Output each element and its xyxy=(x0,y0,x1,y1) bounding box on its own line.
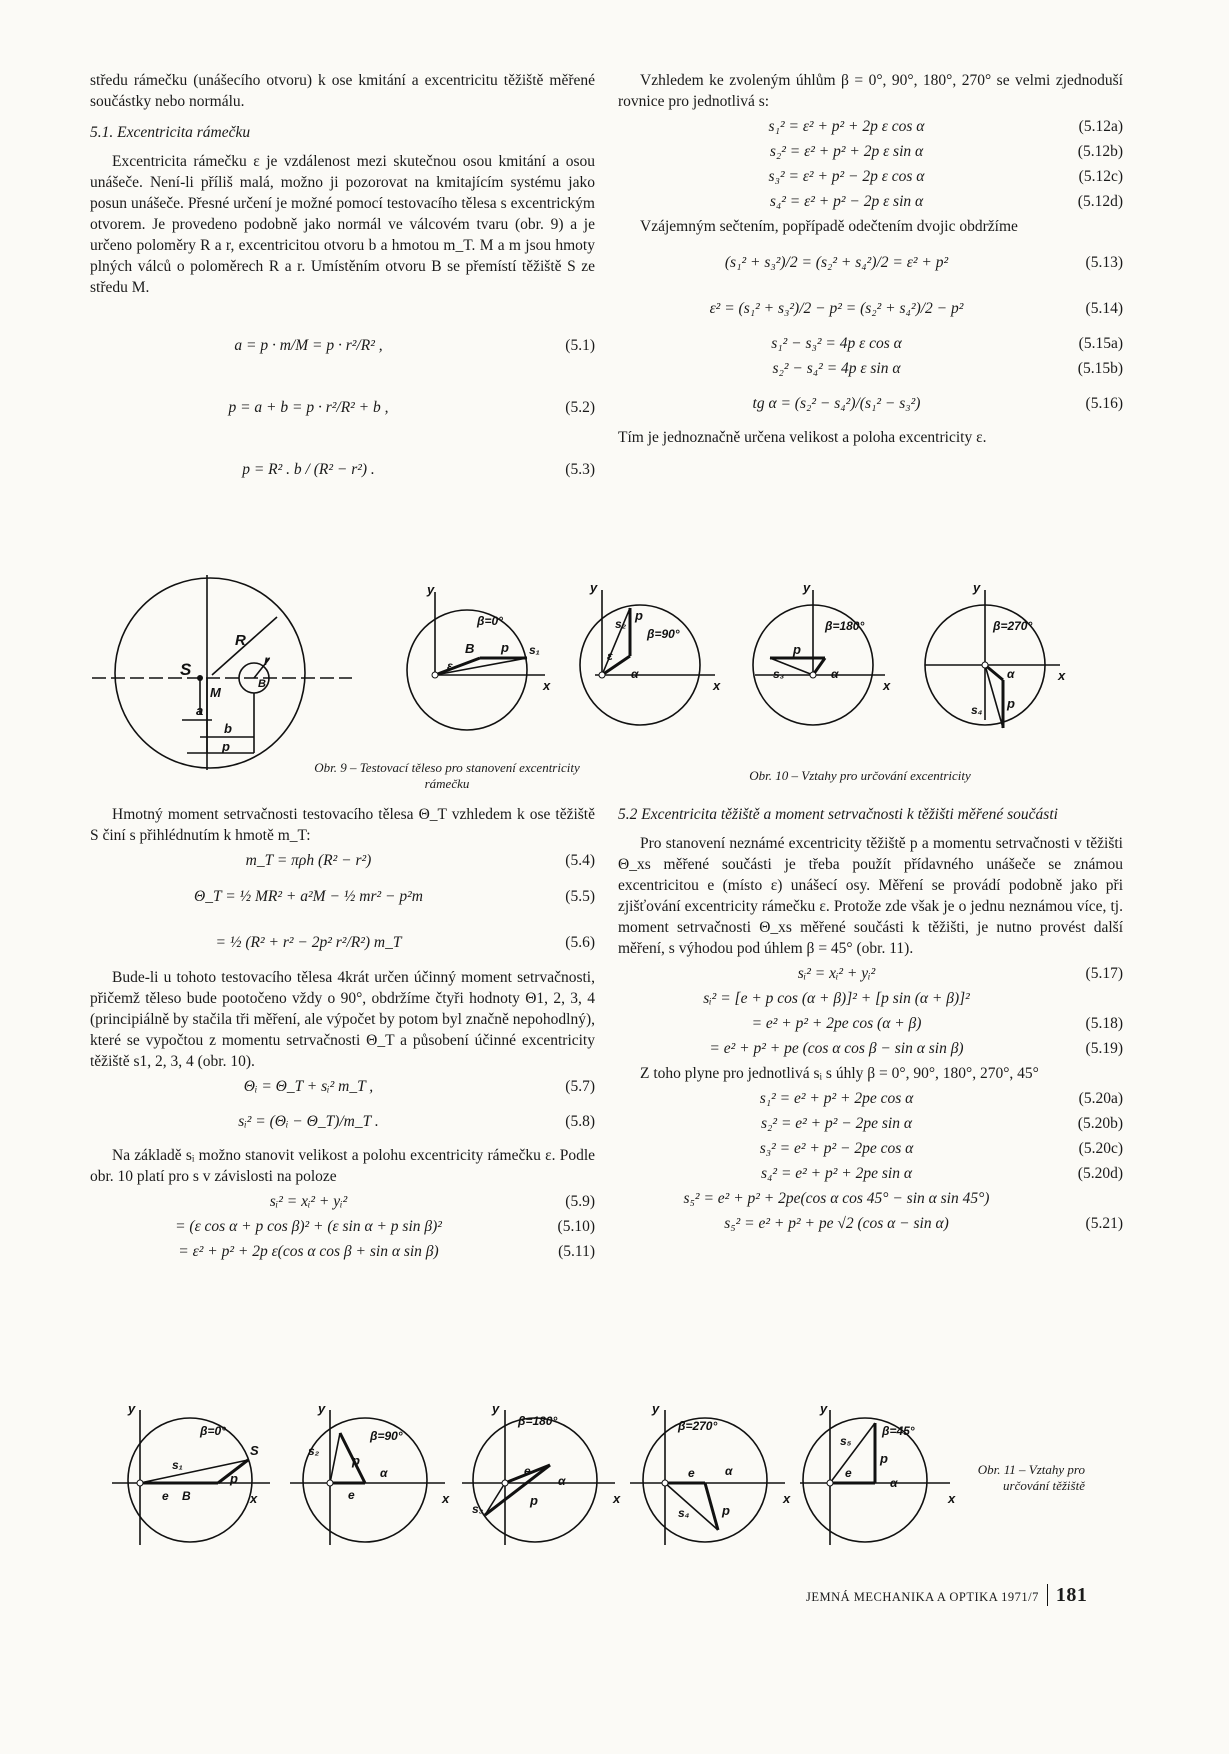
svg-text:s₄: s₄ xyxy=(678,1506,690,1520)
section-heading: 5.2 Excentricita těžiště a moment setrvačnosti k těžišti měřené součásti xyxy=(618,806,1058,823)
equation: sᵢ² = (Θᵢ − Θ_T)/m_T . (5.8) xyxy=(238,1112,595,1130)
equation: s₅² = e² + p² + pe √2 (cos α − sin α) (5.21) xyxy=(724,1215,1123,1232)
svg-text:B: B xyxy=(258,678,266,690)
equation: Θ_T = ½ MR² + a²M − ½ mr² − p²m (5.5) xyxy=(194,887,595,905)
figure-10-excentricity xyxy=(395,580,1125,740)
svg-text:β=0°: β=0° xyxy=(477,614,503,628)
equation: s₂² = e² + p² − 2pe sin α (5.20b) xyxy=(761,1115,1123,1132)
svg-text:R: R xyxy=(235,632,246,649)
right-top-column xyxy=(618,70,1123,452)
svg-text:x: x xyxy=(1058,668,1066,683)
equation: sᵢ² = xᵢ² + yᵢ² (5.9) xyxy=(269,1193,595,1210)
svg-text:M: M xyxy=(210,685,221,700)
equation: p = R² . b / (R² − r²) . (5.3) xyxy=(242,460,595,478)
svg-text:y: y xyxy=(590,580,598,595)
svg-text:β=270°: β=270° xyxy=(678,1419,718,1433)
section-heading: 5.1. Excentricita rámečku xyxy=(90,124,251,141)
svg-text:α: α xyxy=(558,1474,566,1488)
svg-text:y: y xyxy=(973,580,981,595)
svg-text:α: α xyxy=(631,667,639,681)
svg-text:x: x xyxy=(613,1491,621,1506)
svg-text:S: S xyxy=(180,660,192,679)
fig11-panel-beta-180 xyxy=(462,1401,621,1545)
figure-9-caption: Obr. 9 – Testovací těleso pro stanovení excentricity rámečku xyxy=(314,760,580,791)
right-bottom-column xyxy=(618,804,1123,1238)
equation: s₄² = e² + p² + 2pe sin α (5.20d) xyxy=(761,1165,1123,1182)
svg-text:s₃: s₃ xyxy=(472,1502,484,1516)
equation: a = p · m/M = p · r²/R² , (5.1) xyxy=(234,336,595,354)
equation: s₄² = ε² + p² − 2p ε sin α (5.12d) xyxy=(769,193,1123,210)
svg-text:p: p xyxy=(230,1471,238,1486)
svg-text:β=270°: β=270° xyxy=(993,619,1033,633)
svg-text:α: α xyxy=(890,1476,898,1490)
svg-text:S: S xyxy=(250,1443,259,1458)
svg-text:s₁: s₁ xyxy=(172,1458,183,1472)
equation: s₃² = ε² + p² − 2p ε cos α (5.12c) xyxy=(768,168,1123,185)
equation: sᵢ² = [e + p cos (α + β)]² + [p sin (α + β)]² xyxy=(703,990,970,1007)
svg-text:ε: ε xyxy=(447,659,453,673)
equation: s₁² − s₃² = 4p ε cos α (5.15a) xyxy=(771,335,1123,352)
fig10-panel-beta-180 xyxy=(753,580,891,725)
svg-text:β=90°: β=90° xyxy=(370,1429,403,1443)
fig11-panel-beta-0 xyxy=(112,1401,270,1545)
equation: s₂² = ε² + p² + 2p ε sin α (5.12b) xyxy=(769,143,1123,160)
paragraph: Vzájemným sečtením, popřípadě odečtením dvojic obdržíme xyxy=(640,218,1018,235)
svg-text:α: α xyxy=(1007,667,1015,681)
svg-text:x: x xyxy=(442,1491,450,1506)
paragraph: Tím je jednoznačně určena velikost a poloha excentricity ε. xyxy=(618,429,987,446)
svg-text:x: x xyxy=(543,678,551,693)
svg-text:e: e xyxy=(845,1466,852,1480)
paragraph: Pro stanovení neznámé excentricity těžiště p a momentu setrvačnosti v těžišti Θ_xs měřené součásti je třeba použít přídavného unášeče se známou excentricitou e (místo ε) unášecí osy. Měření se provádí podobně jako při zjišťování excentricity rámečku ε. Protože zde však je o jednu neznámou více, tj. moment setrvačnosti Θ_xs měřené součásti k těžišti, je nutno provést další měření, s výhodou pod úhlem β = 45° (obr. 11). xyxy=(618,835,1123,957)
paragraph: Bude-li u tohoto testovacího tělesa 4krát určen účinný moment setrvačnosti, přičemž těleso bude pootočeno vždy o 90°, obdržíme čtyři hodnoty Θ1, 2, 3, 4 (principiálně by stačila tři měření, ale výpočet by potom byl značně nepohodlný), které se vypočtou z momentu setrvačnosti Θ_T a působení účinné excentricity těžiště s1, 2, 3, 4 (obr. 10). xyxy=(90,969,595,1070)
equation: ε² = (s₁² + s₃²)/2 − p² = (s₂² + s₄²)/2 − p² (5.14) xyxy=(709,299,1123,317)
paragraph: Z toho plyne pro jednotlivá sᵢ s úhly β = 0°, 90°, 180°, 270°, 45° xyxy=(640,1065,1039,1082)
fig11-panel-beta-90 xyxy=(290,1401,450,1545)
fig10-panel-beta-90 xyxy=(580,580,721,725)
svg-text:β=45°: β=45° xyxy=(882,1424,915,1438)
fig10-panel-beta-270 xyxy=(925,580,1066,728)
equation: s₅² = e² + p² + 2pe(cos α cos 45° − sin α sin 45°) xyxy=(683,1190,990,1207)
paragraph: středu rámečku (unášecího otvoru) k ose kmitání a excentricitu těžiště měřené součástky nebo normálu. xyxy=(90,72,595,110)
equation: Θᵢ = Θ_T + sᵢ² m_T , (5.7) xyxy=(243,1078,595,1095)
equation: tg α = (s₂² − s₄²)/(s₁² − s₃²) (5.16) xyxy=(752,394,1123,412)
svg-text:p: p xyxy=(880,1451,888,1466)
svg-text:B: B xyxy=(182,1489,191,1503)
equation: sᵢ² = xᵢ² + yᵢ² (5.17) xyxy=(797,965,1123,982)
svg-text:y: y xyxy=(820,1401,828,1416)
svg-text:y: y xyxy=(803,580,811,595)
figure-9-test-body xyxy=(92,575,362,775)
svg-text:s₂: s₂ xyxy=(308,1444,320,1458)
left-bottom-column xyxy=(90,804,595,1266)
svg-text:p: p xyxy=(793,642,801,657)
figure-11-center-of-gravity xyxy=(100,1401,960,1555)
equation: s₁² = e² + p² + 2pe cos α (5.20a) xyxy=(759,1090,1123,1107)
svg-text:s₂: s₂ xyxy=(615,617,627,631)
paragraph: Excentricita rámečku ε je vzdálenost mezi skutečnou osou kmitání a osou unášeče. Není-li příliš malá, možno ji pozorovat na kmitajícím systému jako posun unášeče. Přesné určení je možné pomocí testovacího tělesa s excentrickým otvorem. Je provedeno podobně jako normál ve válcovém tvaru (obr. 9) a je určeno poloměry R a r, excentricitou otvoru b a hmotou m_T. M a m jsou hmoty plných válců o poloměrech R a r. Umístěním otvoru B se přemístí těžiště S ze středu M. xyxy=(90,153,595,296)
figure-10-caption: Obr. 10 – Vztahy pro určování excentricity xyxy=(749,768,971,783)
svg-text:β=180°: β=180° xyxy=(825,619,865,633)
equation: = e² + p² + pe (cos α cos β − sin α sin β) (5.19) xyxy=(709,1040,1123,1057)
svg-text:e: e xyxy=(688,1466,695,1480)
svg-text:β=90°: β=90° xyxy=(647,627,680,641)
equation: s₁² = ε² + p² + 2p ε cos α (5.12a) xyxy=(768,118,1123,135)
svg-text:p: p xyxy=(352,1453,360,1468)
svg-text:e: e xyxy=(348,1488,355,1502)
svg-text:s₅: s₅ xyxy=(840,1434,852,1448)
svg-text:p: p xyxy=(1007,696,1015,711)
svg-text:p: p xyxy=(222,739,230,754)
equation: m_T = πρh (R² − r²) (5.4) xyxy=(245,852,595,869)
paragraph: Hmotný moment setrvačnosti testovacího tělesa Θ_T vzhledem k ose těžiště S činí s přihlédnutím k hmotě m_T: xyxy=(90,806,595,844)
svg-text:β=180°: β=180° xyxy=(518,1414,558,1428)
svg-text:s₃: s₃ xyxy=(773,667,785,681)
svg-text:p: p xyxy=(635,608,643,623)
equation: (s₁² + s₃²)/2 = (s₂² + s₄²)/2 = ε² + p² (5.13) xyxy=(724,253,1123,271)
fig10-panel-beta-0 xyxy=(407,582,551,730)
svg-text:α: α xyxy=(831,667,839,681)
svg-text:x: x xyxy=(883,678,891,693)
page-footer xyxy=(806,1584,1087,1607)
svg-text:p: p xyxy=(722,1503,730,1518)
svg-text:p: p xyxy=(530,1493,538,1508)
page-number: 181 xyxy=(1047,1584,1088,1606)
svg-text:y: y xyxy=(318,1401,326,1416)
figure-11-caption: Obr. 11 – Vztahy pro určování těžiště xyxy=(977,1462,1085,1493)
svg-text:s₄: s₄ xyxy=(971,703,983,717)
left-top-column xyxy=(90,70,595,502)
equation: = (ε cos α + p cos β)² + (ε sin α + p sin β)² (5.10) xyxy=(175,1218,595,1235)
svg-text:r: r xyxy=(264,652,270,668)
journal-name: JEMNÁ MECHANIKA A OPTIKA 1971/7 xyxy=(806,1590,1039,1604)
svg-text:e: e xyxy=(162,1489,169,1503)
svg-text:s₁: s₁ xyxy=(529,643,540,657)
equation: = e² + p² + 2pe cos (α + β) (5.18) xyxy=(751,1015,1123,1032)
svg-text:a: a xyxy=(196,703,204,718)
svg-text:y: y xyxy=(492,1401,500,1416)
svg-text:x: x xyxy=(250,1491,258,1506)
svg-text:α: α xyxy=(725,1464,733,1478)
paragraph: Na základě sᵢ možno stanovit velikost a polohu excentricity rámečku ε. Podle obr. 10 platí pro s v závislosti na poloze xyxy=(90,1147,595,1185)
fig11-panel-beta-45 xyxy=(800,1401,956,1545)
svg-text:e: e xyxy=(524,1464,531,1478)
equation: p = a + b = p · r²/R² + b , (5.2) xyxy=(228,398,595,416)
svg-text:x: x xyxy=(783,1491,791,1506)
equation: = ε² + p² + 2p ε(cos α cos β + sin α sin β) (5.11) xyxy=(178,1243,595,1260)
svg-text:y: y xyxy=(128,1401,136,1416)
svg-text:y: y xyxy=(652,1401,660,1416)
svg-text:y: y xyxy=(427,582,435,597)
svg-text:α: α xyxy=(380,1466,388,1480)
fig11-panel-beta-270 xyxy=(630,1401,791,1545)
svg-text:p: p xyxy=(501,640,509,655)
svg-text:ε: ε xyxy=(607,649,613,663)
svg-text:x: x xyxy=(948,1491,956,1506)
svg-text:B: B xyxy=(465,641,475,656)
equation: = ½ (R² + r² − 2p² r²/R²) m_T (5.6) xyxy=(215,933,595,951)
paragraph: Vzhledem ke zvoleným úhlům β = 0°, 90°, 180°, 270° se velmi zjednoduší rovnice pro jednotlivá s: xyxy=(618,72,1123,110)
equation: s₃² = e² + p² − 2pe cos α (5.20c) xyxy=(759,1140,1123,1157)
svg-text:β=0°: β=0° xyxy=(200,1424,226,1438)
svg-text:b: b xyxy=(224,721,232,736)
svg-text:x: x xyxy=(713,678,721,693)
equation: s₂² − s₄² = 4p ε sin α (5.15b) xyxy=(772,360,1123,377)
